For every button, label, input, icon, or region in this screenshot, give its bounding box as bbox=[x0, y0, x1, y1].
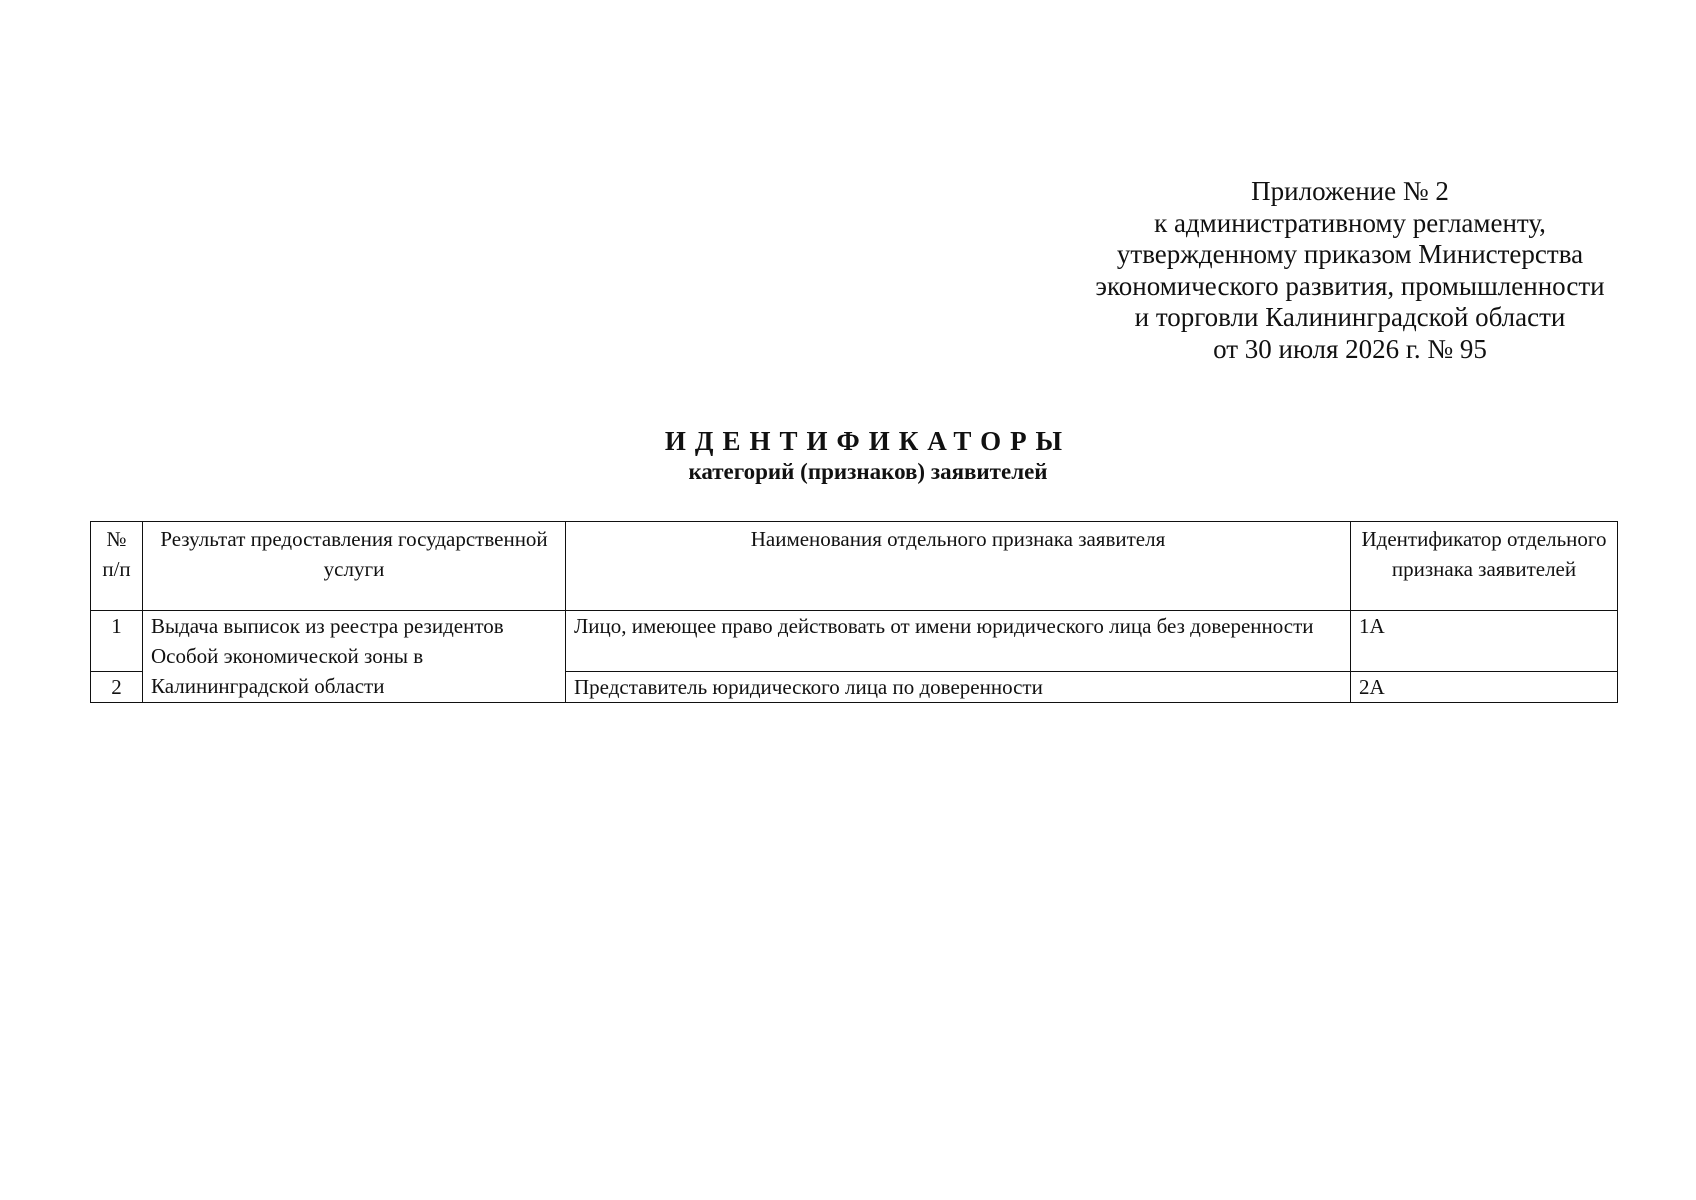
title-main: ИДЕНТИФИКАТОРЫ bbox=[664, 426, 1072, 456]
row-feature: Лицо, имеющее право действовать от имени юридического лица без доверенности bbox=[566, 611, 1351, 672]
appendix-line: к административному регламенту, bbox=[1154, 207, 1546, 238]
appendix-block bbox=[1070, 176, 1630, 365]
row-num: 1 bbox=[91, 611, 143, 672]
title-subtitle: категорий (признаков) заявителей bbox=[688, 459, 1048, 484]
appendix-line: экономического развития, промышленности bbox=[1095, 270, 1605, 301]
row-num: 2 bbox=[91, 672, 143, 703]
header-feature: Наименования отдельного признака заявителя bbox=[566, 522, 1351, 611]
table-header-row bbox=[91, 522, 1618, 611]
row-feature: Представитель юридического лица по доверенности bbox=[566, 672, 1351, 703]
table-row bbox=[91, 611, 1618, 672]
appendix-line: Приложение № 2 bbox=[1251, 176, 1449, 206]
appendix-line: и торговли Калининградской области bbox=[1134, 302, 1566, 332]
row-identifier: 2А bbox=[1351, 672, 1618, 703]
header-num: № п/п bbox=[91, 522, 143, 611]
header-identifier: Идентификатор отдельного признака заявителей bbox=[1351, 522, 1618, 611]
appendix-line: утвержденному приказом Министерства bbox=[1116, 239, 1584, 269]
identifiers-table bbox=[90, 521, 1618, 703]
row-identifier: 1А bbox=[1351, 611, 1618, 672]
appendix-line: от 30 июля 2026 г. № 95 bbox=[1213, 333, 1487, 364]
header-result: Результат предоставления государственной услуги bbox=[143, 522, 566, 611]
row-result: Выдача выписок из реестра резидентов Особой экономической зоны в Калининградской области bbox=[143, 611, 566, 703]
document-title bbox=[0, 424, 1696, 486]
